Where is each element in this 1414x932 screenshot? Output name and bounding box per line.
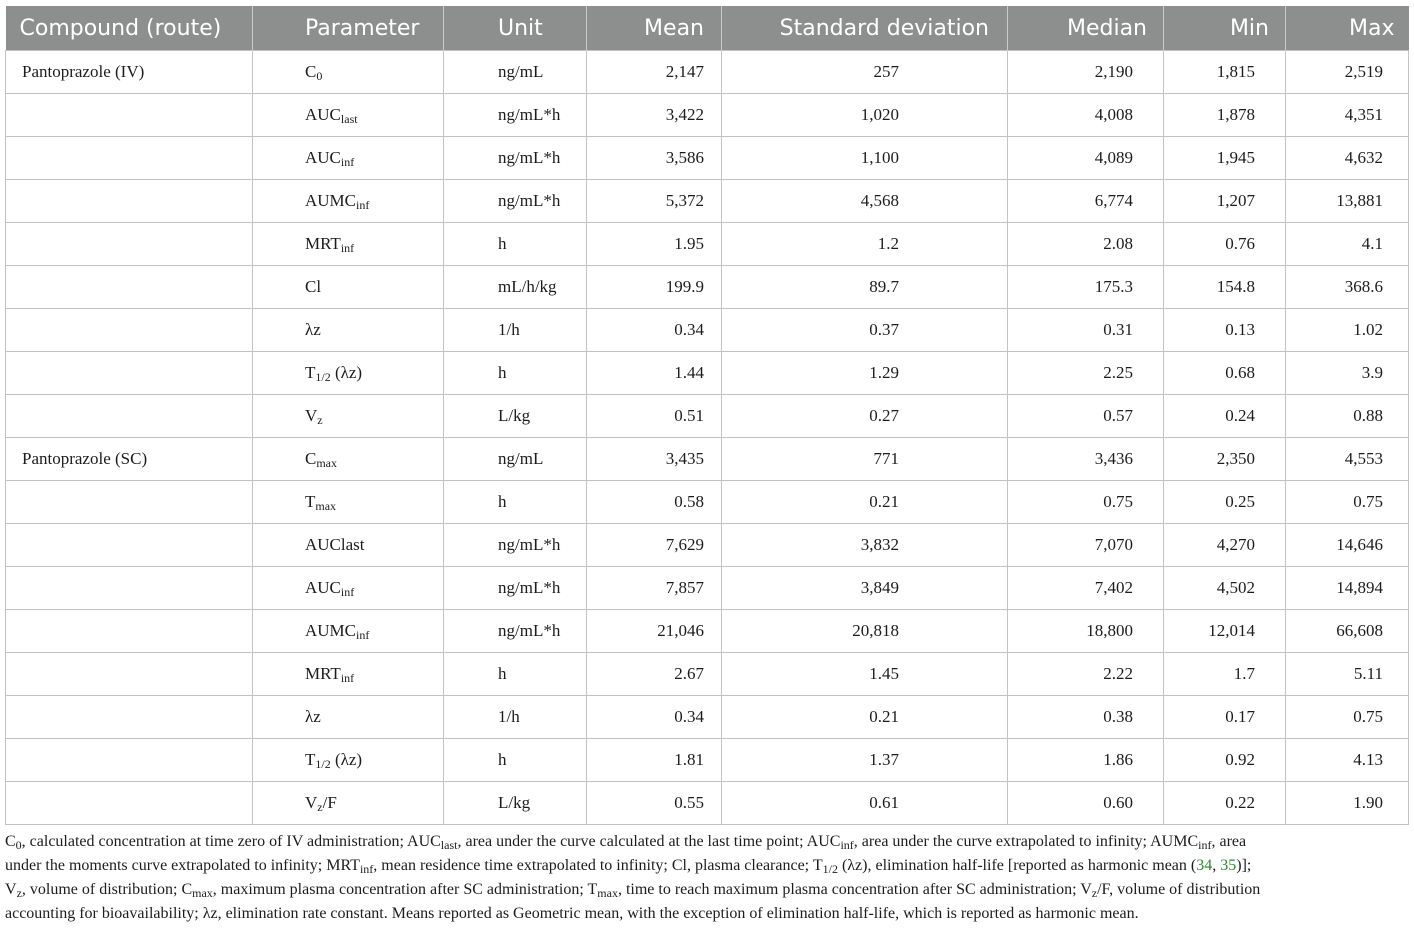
- table-row: [6, 51, 1409, 94]
- sd-cell: 1.29: [722, 352, 1008, 395]
- parameter-symbol: MRT: [305, 664, 341, 683]
- parameter-subscript: inf: [356, 198, 370, 212]
- parameter-cell: [253, 481, 444, 524]
- sd-cell: 20,818: [722, 610, 1008, 653]
- parameter-symbol: T: [305, 363, 316, 382]
- footnote-subscript: inf: [1198, 838, 1212, 852]
- footnote-line: [5, 902, 1410, 926]
- min-cell: 0.92: [1164, 739, 1286, 782]
- parameter-cell: [253, 653, 444, 696]
- footnote-text: (λz), elimination half-life [reported as harmonic mean (: [837, 857, 1197, 874]
- min-cell: 0.76: [1164, 223, 1286, 266]
- compound-cell: [6, 610, 253, 653]
- footnote-text: C: [5, 833, 16, 850]
- parameter-subscript: 1/2: [315, 757, 331, 771]
- parameter-cell: [253, 567, 444, 610]
- reference-link[interactable]: 34: [1196, 857, 1213, 874]
- footnote-text: /F, volume of distribution: [1097, 881, 1261, 898]
- parameter-cell: [253, 180, 444, 223]
- compound-cell: Pantoprazole (SC): [6, 438, 253, 481]
- mean-cell: 0.51: [587, 395, 722, 438]
- mean-cell: 3,586: [587, 137, 722, 180]
- compound-cell: [6, 696, 253, 739]
- footnote-text: , area: [1211, 833, 1247, 850]
- sd-cell: 0.27: [722, 395, 1008, 438]
- table-row: [6, 567, 1409, 610]
- reference-link[interactable]: 35: [1220, 857, 1237, 874]
- mean-cell: 21,046: [587, 610, 722, 653]
- unit-cell: L/kg: [444, 782, 587, 825]
- parameter-symbol: λz: [305, 707, 321, 726]
- max-cell: 1.90: [1286, 782, 1409, 825]
- compound-cell: [6, 223, 253, 266]
- footnote-subscript: max: [192, 886, 213, 900]
- footnote-subscript: inf: [840, 838, 854, 852]
- mean-cell: 7,857: [587, 567, 722, 610]
- table-row: [6, 309, 1409, 352]
- max-cell: 4.1: [1286, 223, 1409, 266]
- mean-cell: 1.95: [587, 223, 722, 266]
- compound-cell: [6, 395, 253, 438]
- max-cell: 66,608: [1286, 610, 1409, 653]
- unit-cell: ng/mL: [444, 438, 587, 481]
- max-cell: 4.13: [1286, 739, 1409, 782]
- unit-cell: h: [444, 352, 587, 395]
- sd-cell: 1.37: [722, 739, 1008, 782]
- parameter-symbol: AUClast: [305, 535, 365, 554]
- min-cell: 12,014: [1164, 610, 1286, 653]
- header-standard-deviation: Standard deviation: [722, 6, 1008, 51]
- unit-cell: L/kg: [444, 395, 587, 438]
- parameter-cell: [253, 782, 444, 825]
- median-cell: 175.3: [1008, 266, 1164, 309]
- parameter-subscript: inf: [340, 585, 355, 599]
- median-cell: 2.08: [1008, 223, 1164, 266]
- footnote-subscript: z: [1091, 886, 1098, 900]
- parameter-suffix: (λz): [330, 363, 363, 382]
- parameter-symbol: T: [305, 492, 316, 511]
- table-row: [6, 223, 1409, 266]
- sd-cell: 1,020: [722, 94, 1008, 137]
- unit-cell: h: [444, 223, 587, 266]
- compound-cell: [6, 352, 253, 395]
- median-cell: 0.60: [1008, 782, 1164, 825]
- footnote-line: [5, 854, 1410, 878]
- table-row: [6, 524, 1409, 567]
- footnote-subscript: max: [597, 886, 618, 900]
- parameter-subscript: max: [315, 499, 337, 513]
- mean-cell: 0.34: [587, 696, 722, 739]
- parameter-symbol: AUC: [305, 105, 341, 124]
- min-cell: 0.22: [1164, 782, 1286, 825]
- compound-cell: [6, 309, 253, 352]
- parameter-symbol: AUMC: [305, 191, 357, 210]
- parameter-subscript: z: [317, 800, 323, 814]
- median-cell: 0.75: [1008, 481, 1164, 524]
- max-cell: 14,894: [1286, 567, 1409, 610]
- parameter-symbol: V: [305, 406, 318, 425]
- min-cell: 2,350: [1164, 438, 1286, 481]
- unit-cell: ng/mL*h: [444, 524, 587, 567]
- median-cell: 7,070: [1008, 524, 1164, 567]
- table-container: [5, 6, 1408, 825]
- unit-cell: mL/h/kg: [444, 266, 587, 309]
- parameter-cell: [253, 395, 444, 438]
- parameter-subscript: 0: [316, 69, 323, 83]
- sd-cell: 771: [722, 438, 1008, 481]
- footnote-subscript: last: [440, 838, 458, 852]
- mean-cell: 2,147: [587, 51, 722, 94]
- parameter-suffix: (λz): [330, 750, 363, 769]
- median-cell: 1.86: [1008, 739, 1164, 782]
- min-cell: 0.68: [1164, 352, 1286, 395]
- sd-cell: 0.21: [722, 696, 1008, 739]
- footnote-text: V: [5, 881, 17, 898]
- header-min: Min: [1164, 6, 1286, 51]
- unit-cell: h: [444, 739, 587, 782]
- table-row: [6, 481, 1409, 524]
- median-cell: 0.57: [1008, 395, 1164, 438]
- unit-cell: ng/mL*h: [444, 180, 587, 223]
- footnote-subscript: inf: [359, 862, 374, 876]
- footnote-text: )];: [1236, 857, 1252, 874]
- unit-cell: ng/mL: [444, 51, 587, 94]
- compound-cell: [6, 739, 253, 782]
- median-cell: 4,008: [1008, 94, 1164, 137]
- parameter-cell: [253, 524, 444, 567]
- compound-cell: [6, 782, 253, 825]
- parameter-cell: [253, 266, 444, 309]
- footnote-text: , area under the curve calculated at the last time point; AUC: [457, 833, 841, 850]
- parameter-cell: [253, 438, 444, 481]
- footnote-text: , maximum plasma concentration after SC administration; T: [212, 881, 598, 898]
- parameter-symbol: MRT: [305, 234, 341, 253]
- table-body: [6, 51, 1409, 825]
- mean-cell: 1.44: [587, 352, 722, 395]
- sd-cell: 1.45: [722, 653, 1008, 696]
- unit-cell: ng/mL*h: [444, 610, 587, 653]
- parameter-cell: [253, 309, 444, 352]
- sd-cell: 4,568: [722, 180, 1008, 223]
- footnote-subscript: z: [16, 886, 22, 900]
- parameter-symbol: V: [305, 793, 318, 812]
- table-row: [6, 94, 1409, 137]
- table-row: [6, 266, 1409, 309]
- mean-cell: 1.81: [587, 739, 722, 782]
- compound-cell: [6, 524, 253, 567]
- parameter-subscript: inf: [356, 628, 370, 642]
- median-cell: 2,190: [1008, 51, 1164, 94]
- table-row: [6, 739, 1409, 782]
- header-median: Median: [1008, 6, 1164, 51]
- mean-cell: 3,435: [587, 438, 722, 481]
- max-cell: 1.02: [1286, 309, 1409, 352]
- parameter-cell: [253, 696, 444, 739]
- min-cell: 0.17: [1164, 696, 1286, 739]
- compound-cell: [6, 481, 253, 524]
- mean-cell: 5,372: [587, 180, 722, 223]
- parameter-symbol: C: [305, 62, 317, 81]
- footnote-text: , area under the curve extrapolated to infinity; AUMC: [853, 833, 1199, 850]
- mean-cell: 0.58: [587, 481, 722, 524]
- parameter-cell: [253, 137, 444, 180]
- parameter-symbol: AUC: [305, 578, 341, 597]
- min-cell: 1,207: [1164, 180, 1286, 223]
- min-cell: 1,945: [1164, 137, 1286, 180]
- footnote-line: [5, 878, 1410, 902]
- unit-cell: h: [444, 653, 587, 696]
- parameter-symbol: Cl: [305, 277, 322, 296]
- median-cell: 4,089: [1008, 137, 1164, 180]
- max-cell: 4,632: [1286, 137, 1409, 180]
- max-cell: 5.11: [1286, 653, 1409, 696]
- sd-cell: 0.37: [722, 309, 1008, 352]
- table-row: [6, 395, 1409, 438]
- compound-cell: [6, 94, 253, 137]
- pk-parameters-table: [5, 6, 1409, 825]
- unit-cell: 1/h: [444, 696, 587, 739]
- footnote-text: ,: [1212, 857, 1221, 874]
- parameter-subscript: inf: [340, 671, 355, 685]
- parameter-symbol: T: [305, 750, 316, 769]
- table-row: [6, 180, 1409, 223]
- unit-cell: h: [444, 481, 587, 524]
- footnote-text: under the moments curve extrapolated to infinity; MRT: [5, 857, 360, 874]
- unit-cell: ng/mL*h: [444, 137, 587, 180]
- table-header: [6, 6, 1409, 51]
- max-cell: 4,351: [1286, 94, 1409, 137]
- footnote-text: accounting for bioavailability; λz, elimination rate constant. Means reported as Geometric mean, with the exception of elimination half-life, which is reported as harmonic mean.: [5, 905, 1139, 922]
- mean-cell: 0.55: [587, 782, 722, 825]
- max-cell: 0.75: [1286, 481, 1409, 524]
- max-cell: 2,519: [1286, 51, 1409, 94]
- median-cell: 2.22: [1008, 653, 1164, 696]
- parameter-cell: [253, 610, 444, 653]
- sd-cell: 0.61: [722, 782, 1008, 825]
- compound-cell: [6, 653, 253, 696]
- min-cell: 1.7: [1164, 653, 1286, 696]
- parameter-cell: [253, 94, 444, 137]
- min-cell: 0.13: [1164, 309, 1286, 352]
- mean-cell: 0.34: [587, 309, 722, 352]
- footnote-subscript: 1/2: [822, 862, 838, 876]
- max-cell: 0.88: [1286, 395, 1409, 438]
- footnote-text: , calculated concentration at time zero of IV administration; AUC: [21, 833, 441, 850]
- mean-cell: 7,629: [587, 524, 722, 567]
- max-cell: 0.75: [1286, 696, 1409, 739]
- min-cell: 4,502: [1164, 567, 1286, 610]
- min-cell: 1,815: [1164, 51, 1286, 94]
- compound-cell: [6, 266, 253, 309]
- header-mean: Mean: [587, 6, 722, 51]
- median-cell: 0.31: [1008, 309, 1164, 352]
- compound-cell: [6, 567, 253, 610]
- unit-cell: ng/mL*h: [444, 94, 587, 137]
- parameter-suffix: /F: [322, 793, 337, 812]
- header-row: [6, 6, 1409, 51]
- median-cell: 3,436: [1008, 438, 1164, 481]
- parameter-symbol: AUMC: [305, 621, 357, 640]
- table-row: [6, 352, 1409, 395]
- min-cell: 4,270: [1164, 524, 1286, 567]
- footnote-text: , time to reach maximum plasma concentration after SC administration; V: [617, 881, 1092, 898]
- footnote-text: , mean residence time extrapolated to infinity; Cl, plasma clearance; T: [373, 857, 823, 874]
- sd-cell: 1.2: [722, 223, 1008, 266]
- parameter-subscript: z: [317, 413, 323, 427]
- min-cell: 0.25: [1164, 481, 1286, 524]
- mean-cell: 2.67: [587, 653, 722, 696]
- table-row: [6, 782, 1409, 825]
- sd-cell: 89.7: [722, 266, 1008, 309]
- compound-cell: [6, 180, 253, 223]
- median-cell: 7,402: [1008, 567, 1164, 610]
- header-unit: Unit: [444, 6, 587, 51]
- parameter-cell: [253, 352, 444, 395]
- median-cell: 6,774: [1008, 180, 1164, 223]
- parameter-subscript: inf: [340, 241, 355, 255]
- min-cell: 154.8: [1164, 266, 1286, 309]
- parameter-subscript: 1/2: [315, 370, 331, 384]
- mean-cell: 199.9: [587, 266, 722, 309]
- median-cell: 2.25: [1008, 352, 1164, 395]
- parameter-symbol: C: [305, 449, 317, 468]
- sd-cell: 3,849: [722, 567, 1008, 610]
- parameter-subscript: last: [340, 112, 358, 126]
- footnote-line: [5, 830, 1410, 854]
- sd-cell: 3,832: [722, 524, 1008, 567]
- sd-cell: 257: [722, 51, 1008, 94]
- table-row: [6, 610, 1409, 653]
- footnote-subscript: 0: [15, 838, 22, 852]
- header-parameter: Parameter: [253, 6, 444, 51]
- max-cell: 3.9: [1286, 352, 1409, 395]
- table-row: [6, 137, 1409, 180]
- parameter-symbol: λz: [305, 320, 321, 339]
- table-footnote: [5, 830, 1410, 926]
- max-cell: 368.6: [1286, 266, 1409, 309]
- parameter-subscript: inf: [340, 155, 355, 169]
- min-cell: 0.24: [1164, 395, 1286, 438]
- median-cell: 0.38: [1008, 696, 1164, 739]
- min-cell: 1,878: [1164, 94, 1286, 137]
- compound-cell: [6, 137, 253, 180]
- parameter-cell: [253, 739, 444, 782]
- compound-cell: Pantoprazole (IV): [6, 51, 253, 94]
- sd-cell: 1,100: [722, 137, 1008, 180]
- footnote-text: , volume of distribution; C: [21, 881, 193, 898]
- table-row: [6, 696, 1409, 739]
- max-cell: 14,646: [1286, 524, 1409, 567]
- parameter-cell: [253, 51, 444, 94]
- max-cell: 13,881: [1286, 180, 1409, 223]
- median-cell: 18,800: [1008, 610, 1164, 653]
- unit-cell: ng/mL*h: [444, 567, 587, 610]
- parameter-subscript: max: [316, 456, 338, 470]
- header-max: Max: [1286, 6, 1409, 51]
- max-cell: 4,553: [1286, 438, 1409, 481]
- unit-cell: 1/h: [444, 309, 587, 352]
- parameter-cell: [253, 223, 444, 266]
- parameter-symbol: AUC: [305, 148, 341, 167]
- sd-cell: 0.21: [722, 481, 1008, 524]
- header-compound: Compound (route): [6, 6, 253, 51]
- mean-cell: 3,422: [587, 94, 722, 137]
- table-row: [6, 438, 1409, 481]
- table-row: [6, 653, 1409, 696]
